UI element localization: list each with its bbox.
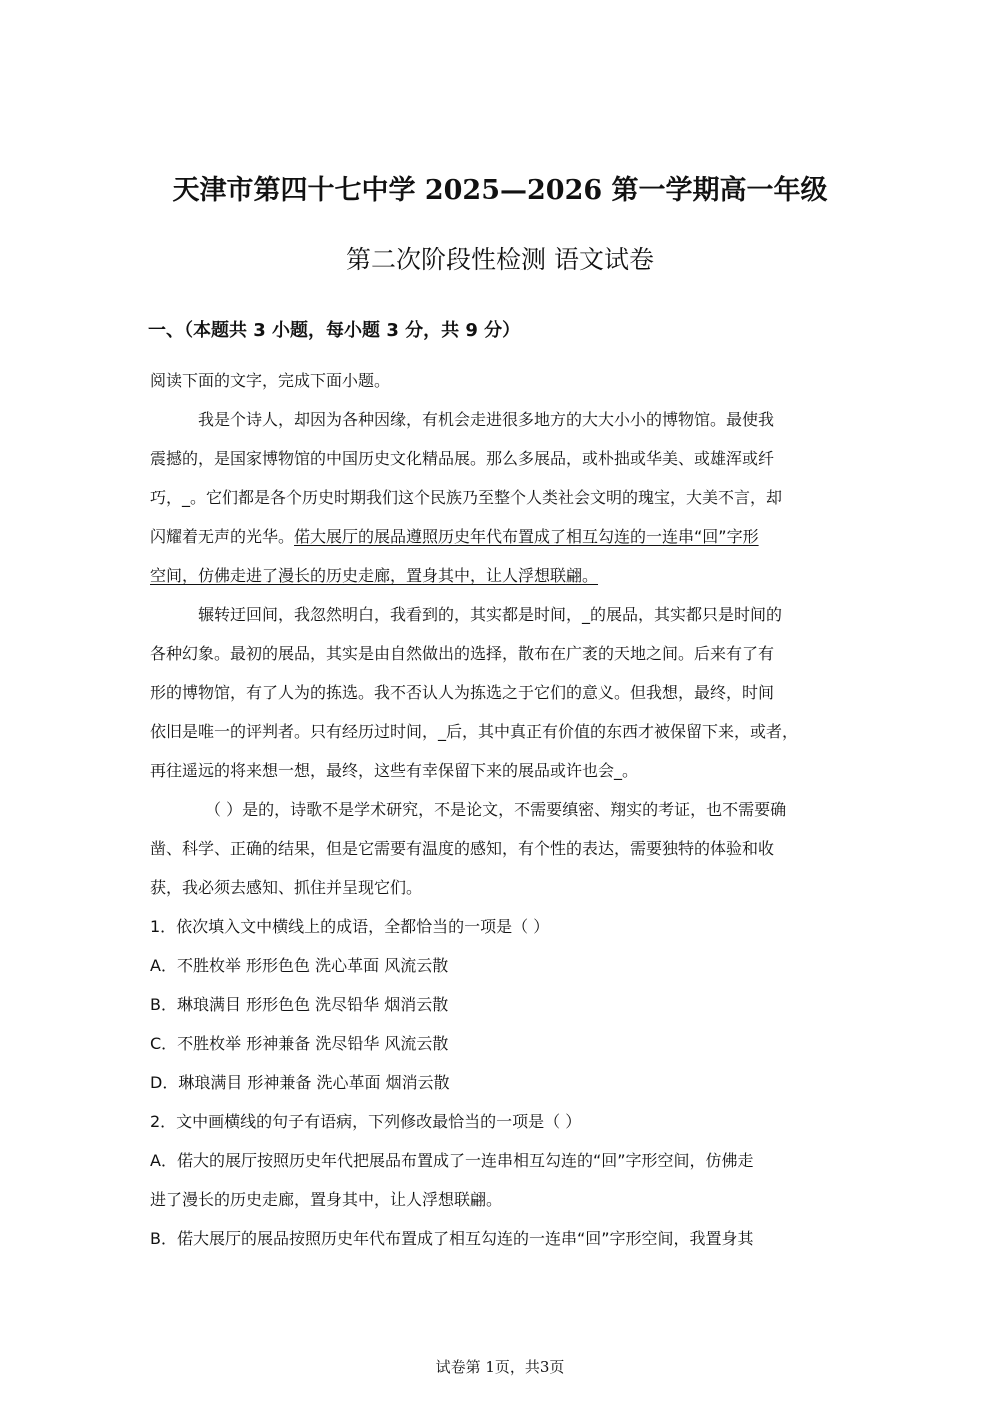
paragraph-2-line-5: 再往遥远的将来想一想，最终，这些有幸保留下来的展品或许也会_。 bbox=[150, 761, 639, 780]
question-1-option-d: D．琳琅满目 形神兼备 洗心革面 烟消云散 bbox=[150, 1073, 450, 1092]
question-2-option-a-line-1: A．偌大的展厅按照历史年代把展品布置成了一连串相互勾连的“回”字形空间，仿佛走 bbox=[150, 1151, 754, 1170]
paragraph-2-line-4: 依旧是唯一的评判者。只有经历过时间，_后，其中真正有价值的东西才被保留下来，或者， bbox=[150, 722, 799, 741]
exam-subtitle: 第二次阶段性检测 语文试卷 bbox=[346, 245, 654, 274]
exam-title: 天津市第四十七中学 2025—2026 第一学期高一年级 bbox=[172, 175, 828, 206]
question-1-option-c: C．不胜枚举 形神兼备 洗尽铅华 风流云散 bbox=[150, 1034, 449, 1053]
paragraph-2-line-2: 各种幻象。最初的展品，其实是由自然做出的选择，散布在广袤的天地之间。后来有了有 bbox=[150, 644, 775, 663]
question-2-option-a-line-2: 进了漫长的历史走廊，置身其中，让人浮想联翩。 bbox=[150, 1190, 503, 1209]
paragraph-2-line-1: 辗转迂回间，我忽然明白，我看到的，其实都是时间，_的展品，其实都只是时间的 bbox=[198, 605, 783, 624]
underlined-sentence-part-2: 空间，仿佛走进了漫长的历史走廊，置身其中，让人浮想联翩。 bbox=[150, 566, 599, 585]
paragraph-1-line-4 bbox=[150, 517, 856, 556]
paragraph-3-line-2: 凿、科学、正确的结果，但是它需要有温度的感知，有个性的表达，需要独特的体验和收 bbox=[150, 839, 775, 858]
paragraph-1-line-2: 震撼的，是国家博物馆的中国历史文化精品展。那么多展品，或朴拙或华美、或雄浑或纤 bbox=[150, 449, 775, 468]
passage-intro: 阅读下面的文字，完成下面小题。 bbox=[150, 371, 391, 390]
question-1-option-b: B．琳琅满目 形形色色 洗尽铅华 烟消云散 bbox=[150, 995, 449, 1014]
paragraph-1-line-1: 我是个诗人，却因为各种因缘，有机会走进很多地方的大大小小的博物馆。最使我 bbox=[198, 410, 775, 429]
paragraph-1-line-3: 巧，_。它们都是各个历史时期我们这个民族乃至整个人类社会文明的瑰宝，大美不言，却 bbox=[150, 488, 783, 507]
underlined-sentence-part-1: 偌大展厅的展品遵照历史年代布置成了相互勾连的一连串“回”字形 bbox=[294, 527, 759, 546]
question-1-option-a: A．不胜枚举 形形色色 洗心革面 风流云散 bbox=[150, 956, 449, 975]
paragraph-3-line-1: （ ）是的，诗歌不是学术研究，不是论文，不需要缜密、翔实的考证，也不需要确 bbox=[205, 800, 787, 819]
page-footer: 试卷第 1页，共3页 bbox=[435, 1358, 565, 1376]
paragraph-2-line-3: 形的博物馆，有了人为的拣选。我不否认人为拣选之于它们的意义。但我想，最终，时间 bbox=[150, 683, 775, 702]
paragraph-1-line-5 bbox=[150, 556, 856, 595]
question-2-option-b-line-1: B．偌大展厅的展品按照历史年代布置成了相互勾连的一连串“回”字形空间，我置身其 bbox=[150, 1229, 754, 1248]
question-2-stem: 2．文中画横线的句子有语病，下列修改最恰当的一项是（ ） bbox=[150, 1112, 582, 1131]
paragraph-1-line-4-plain: 闪耀着无声的光华。 bbox=[150, 527, 295, 546]
paragraph-3-line-3: 获，我必须去感知、抓住并呈现它们。 bbox=[150, 878, 423, 897]
question-1-stem: 1．依次填入文中横线上的成语，全都恰当的一项是（ ） bbox=[150, 917, 550, 936]
section-heading: 一、（本题共 3 小题，每小题 3 分，共 9 分） bbox=[148, 320, 521, 341]
body-text bbox=[150, 361, 856, 1258]
